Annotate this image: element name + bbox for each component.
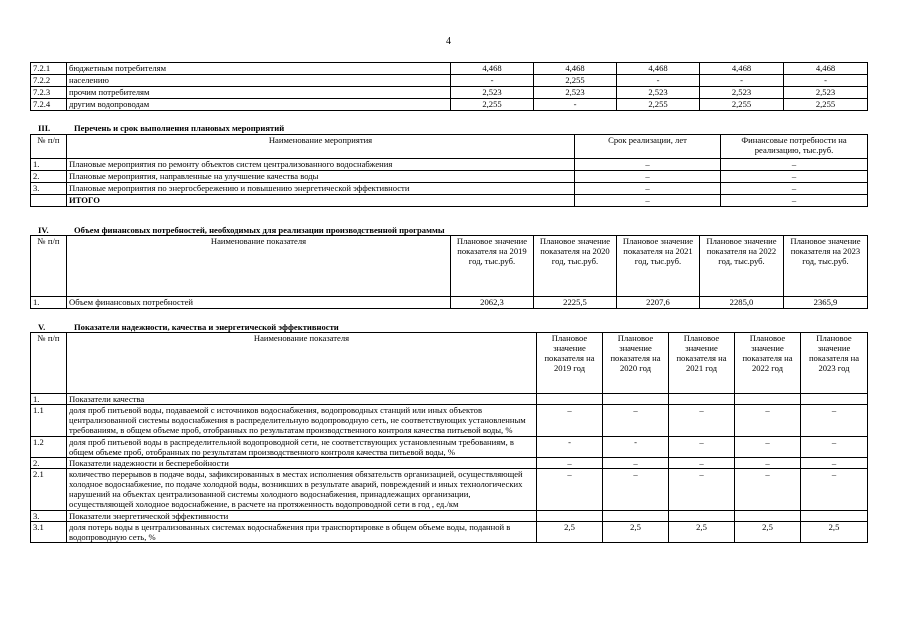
finance-cell: – [721,171,868,183]
value-cell [735,394,801,405]
table-row [31,394,868,405]
value-cell [669,510,735,521]
value-cell [537,510,603,521]
value-cell: 2,255 [784,99,868,111]
value-cell: – [669,436,735,457]
value-cell: 2,5 [669,521,735,542]
col-header-name: Наименование показателя [67,236,451,297]
row-number: 1.1 [31,405,67,436]
row-number: 1.2 [31,436,67,457]
col-header-finance: Финансовые потребности на реализацию, тыс.руб. [721,135,868,159]
finance-cell: – [721,195,868,207]
value-cell: 2,523 [700,87,784,99]
col-header-name: Наименование мероприятия [67,135,575,159]
value-cell: 2,255 [534,75,617,87]
col-header-year: Плановое значение показателя на 2023 год, тыс.руб. [784,236,868,297]
value-cell: 4,468 [784,63,868,75]
value-cell: – [735,457,801,468]
table-row [31,159,868,171]
row-number: 3. [31,510,67,521]
value-cell: 2,5 [537,521,603,542]
value-cell: - [784,75,868,87]
table-row [31,436,868,457]
section-3-heading [38,123,284,133]
value-cell: – [537,457,603,468]
row-name: Показатели надежности и бесперебойности [67,457,537,468]
row-name: Плановые мероприятия, направленные на улучшение качества воды [67,171,575,183]
row-name: Плановые мероприятия по ремонту объектов систем централизованного водоснабжения [67,159,575,171]
value-cell: 2,5 [603,521,669,542]
table-section-5 [30,332,868,543]
value-cell: 2,523 [617,87,700,99]
col-header-term: Срок реализации, лет [575,135,721,159]
page-number: 4 [446,36,451,47]
value-cell: – [669,457,735,468]
table-row [31,297,868,309]
value-cell: 4,468 [451,63,534,75]
col-header-year: Плановое значение показателя на 2022 год, тыс.руб. [700,236,784,297]
table-row [31,99,868,111]
table-7-2 [30,62,868,111]
col-header-year: Плановое значение показателя на 2019 год, тыс.руб. [451,236,534,297]
value-cell: 2,255 [451,99,534,111]
row-name: прочим потребителям [67,87,451,99]
value-cell [735,510,801,521]
col-header-number: № п/п [31,135,67,159]
table-row [31,75,868,87]
table-row [31,457,868,468]
row-name: доля проб питьевой воды в распределительной водопроводной сети, не соответствующих установленным требованиям, в общем объеме проб, отобранных по результатам производственного контроля качества питьевой воды, % [67,436,537,457]
finance-cell: – [721,159,868,171]
table-row [31,183,868,195]
row-name: доля потерь воды в централизованных системах водоснабжения при транспортировке в общем объеме воды, поданной в водопроводную сеть, % [67,521,537,542]
col-header-name: Наименование показателя [67,333,537,394]
value-cell [603,510,669,521]
term-cell: – [575,159,721,171]
row-name: населению [67,75,451,87]
value-cell [801,510,868,521]
row-number: 2. [31,171,67,183]
value-cell: 2,523 [534,87,617,99]
col-header-year: Плановое значение показателя на 2022 год [735,333,801,394]
value-cell: 2,523 [784,87,868,99]
section-3-title: Перечень и срок выполнения плановых мероприятий [74,123,285,133]
col-header-year: Плановое значение показателя на 2019 год [537,333,603,394]
value-cell: - [700,75,784,87]
row-number: 1. [31,297,67,309]
row-name: ИТОГО [67,195,575,207]
row-name: Объем финансовых потребностей [67,297,451,309]
table-row [31,468,868,510]
table-row [31,195,868,207]
value-cell [669,394,735,405]
finance-cell: – [721,183,868,195]
col-header-number: № п/п [31,333,67,394]
section-5-number: V. [38,322,46,332]
value-cell: 2,5 [801,521,868,542]
value-cell: - [537,436,603,457]
value-cell [603,394,669,405]
value-cell: - [603,436,669,457]
row-number: 2. [31,457,67,468]
term-cell: – [575,183,721,195]
table-section-4 [30,235,868,309]
row-number: 7.2.2 [31,75,67,87]
value-cell: - [617,75,700,87]
value-cell [537,394,603,405]
value-cell: - [451,75,534,87]
section-5-title: Показатели надежности, качества и энергетической эффективности [74,322,339,332]
term-cell: – [575,195,721,207]
row-number [31,195,67,207]
table-row [31,405,868,436]
value-cell: – [669,405,735,436]
value-cell: 2,255 [617,99,700,111]
row-number: 7.2.4 [31,99,67,111]
col-header-year: Плановое значение показателя на 2021 год [669,333,735,394]
row-name: количество перерывов в подаче воды, зафиксированных в местах исполнения обязательств организацией, осуществляющей холодное водоснабжение, по подаче холодной воды, возникших в результате аварий, повреждений и иных технологических нарушений на объектах централизованной системы холодного водоснабжения, принадлежащих организации, осуществляющей холодное водоснабжение, в расчете на протяженность водопроводной сети в год , ед./км [67,468,537,510]
value-cell: – [735,436,801,457]
term-cell: – [575,171,721,183]
section-4-heading [38,225,445,235]
value-cell: – [735,405,801,436]
table-row [31,510,868,521]
row-name: другим водопроводам [67,99,451,111]
table-row [31,63,868,75]
row-number: 1. [31,394,67,405]
col-header-year: Плановое значение показателя на 2020 год, тыс.руб. [534,236,617,297]
col-header-year: Плановое значение показателя на 2020 год [603,333,669,394]
value-cell: 4,468 [700,63,784,75]
row-name: Плановые мероприятия по энергосбережению и повышению энергетической эффективности [67,183,575,195]
value-cell: – [801,436,868,457]
row-name: доля проб питьевой воды, подаваемой с источников водоснабжения, водопроводных станций или иных объектов централизованной системы водоснабжения в распределительную водопроводную сеть, не соответствующих установленным требованиям, в общем объеме проб, отобранных по результатам производственного контроля качества питьевой воды, % [67,405,537,436]
value-cell [801,394,868,405]
value-cell: 2,255 [700,99,784,111]
row-name: бюджетным потребителям [67,63,451,75]
col-header-year: Плановое значение показателя на 2023 год [801,333,868,394]
row-name: Показатели качества [67,394,537,405]
value-cell: - [534,99,617,111]
row-number: 7.2.3 [31,87,67,99]
value-cell: – [801,468,868,510]
section-3-number: III. [38,123,51,133]
value-cell: – [603,457,669,468]
value-cell: – [801,457,868,468]
value-cell: 4,468 [534,63,617,75]
table-row [31,171,868,183]
value-cell: 2,523 [451,87,534,99]
table-row [31,521,868,542]
value-cell: – [537,405,603,436]
row-name: Показатели энергетической эффективности [67,510,537,521]
section-4-number: IV. [38,225,49,235]
section-4-title: Объем финансовых потребностей, необходимых для реализации производственной программы [74,225,445,235]
value-cell: 2207,6 [617,297,700,309]
value-cell: 2225,5 [534,297,617,309]
value-cell: – [735,468,801,510]
value-cell: 2285,0 [700,297,784,309]
row-number: 3.1 [31,521,67,542]
row-number: 2.1 [31,468,67,510]
section-5-heading [38,322,339,332]
value-cell: 2365,9 [784,297,868,309]
value-cell: 4,468 [617,63,700,75]
table-row [31,87,868,99]
row-number: 3. [31,183,67,195]
col-header-number: № п/п [31,236,67,297]
value-cell: 2062,3 [451,297,534,309]
row-number: 1. [31,159,67,171]
value-cell: – [603,405,669,436]
row-number: 7.2.1 [31,63,67,75]
value-cell: 2,5 [735,521,801,542]
table-section-3 [30,134,868,207]
value-cell: – [669,468,735,510]
value-cell: – [801,405,868,436]
value-cell: – [537,468,603,510]
value-cell: – [603,468,669,510]
col-header-year: Плановое значение показателя на 2021 год, тыс.руб. [617,236,700,297]
